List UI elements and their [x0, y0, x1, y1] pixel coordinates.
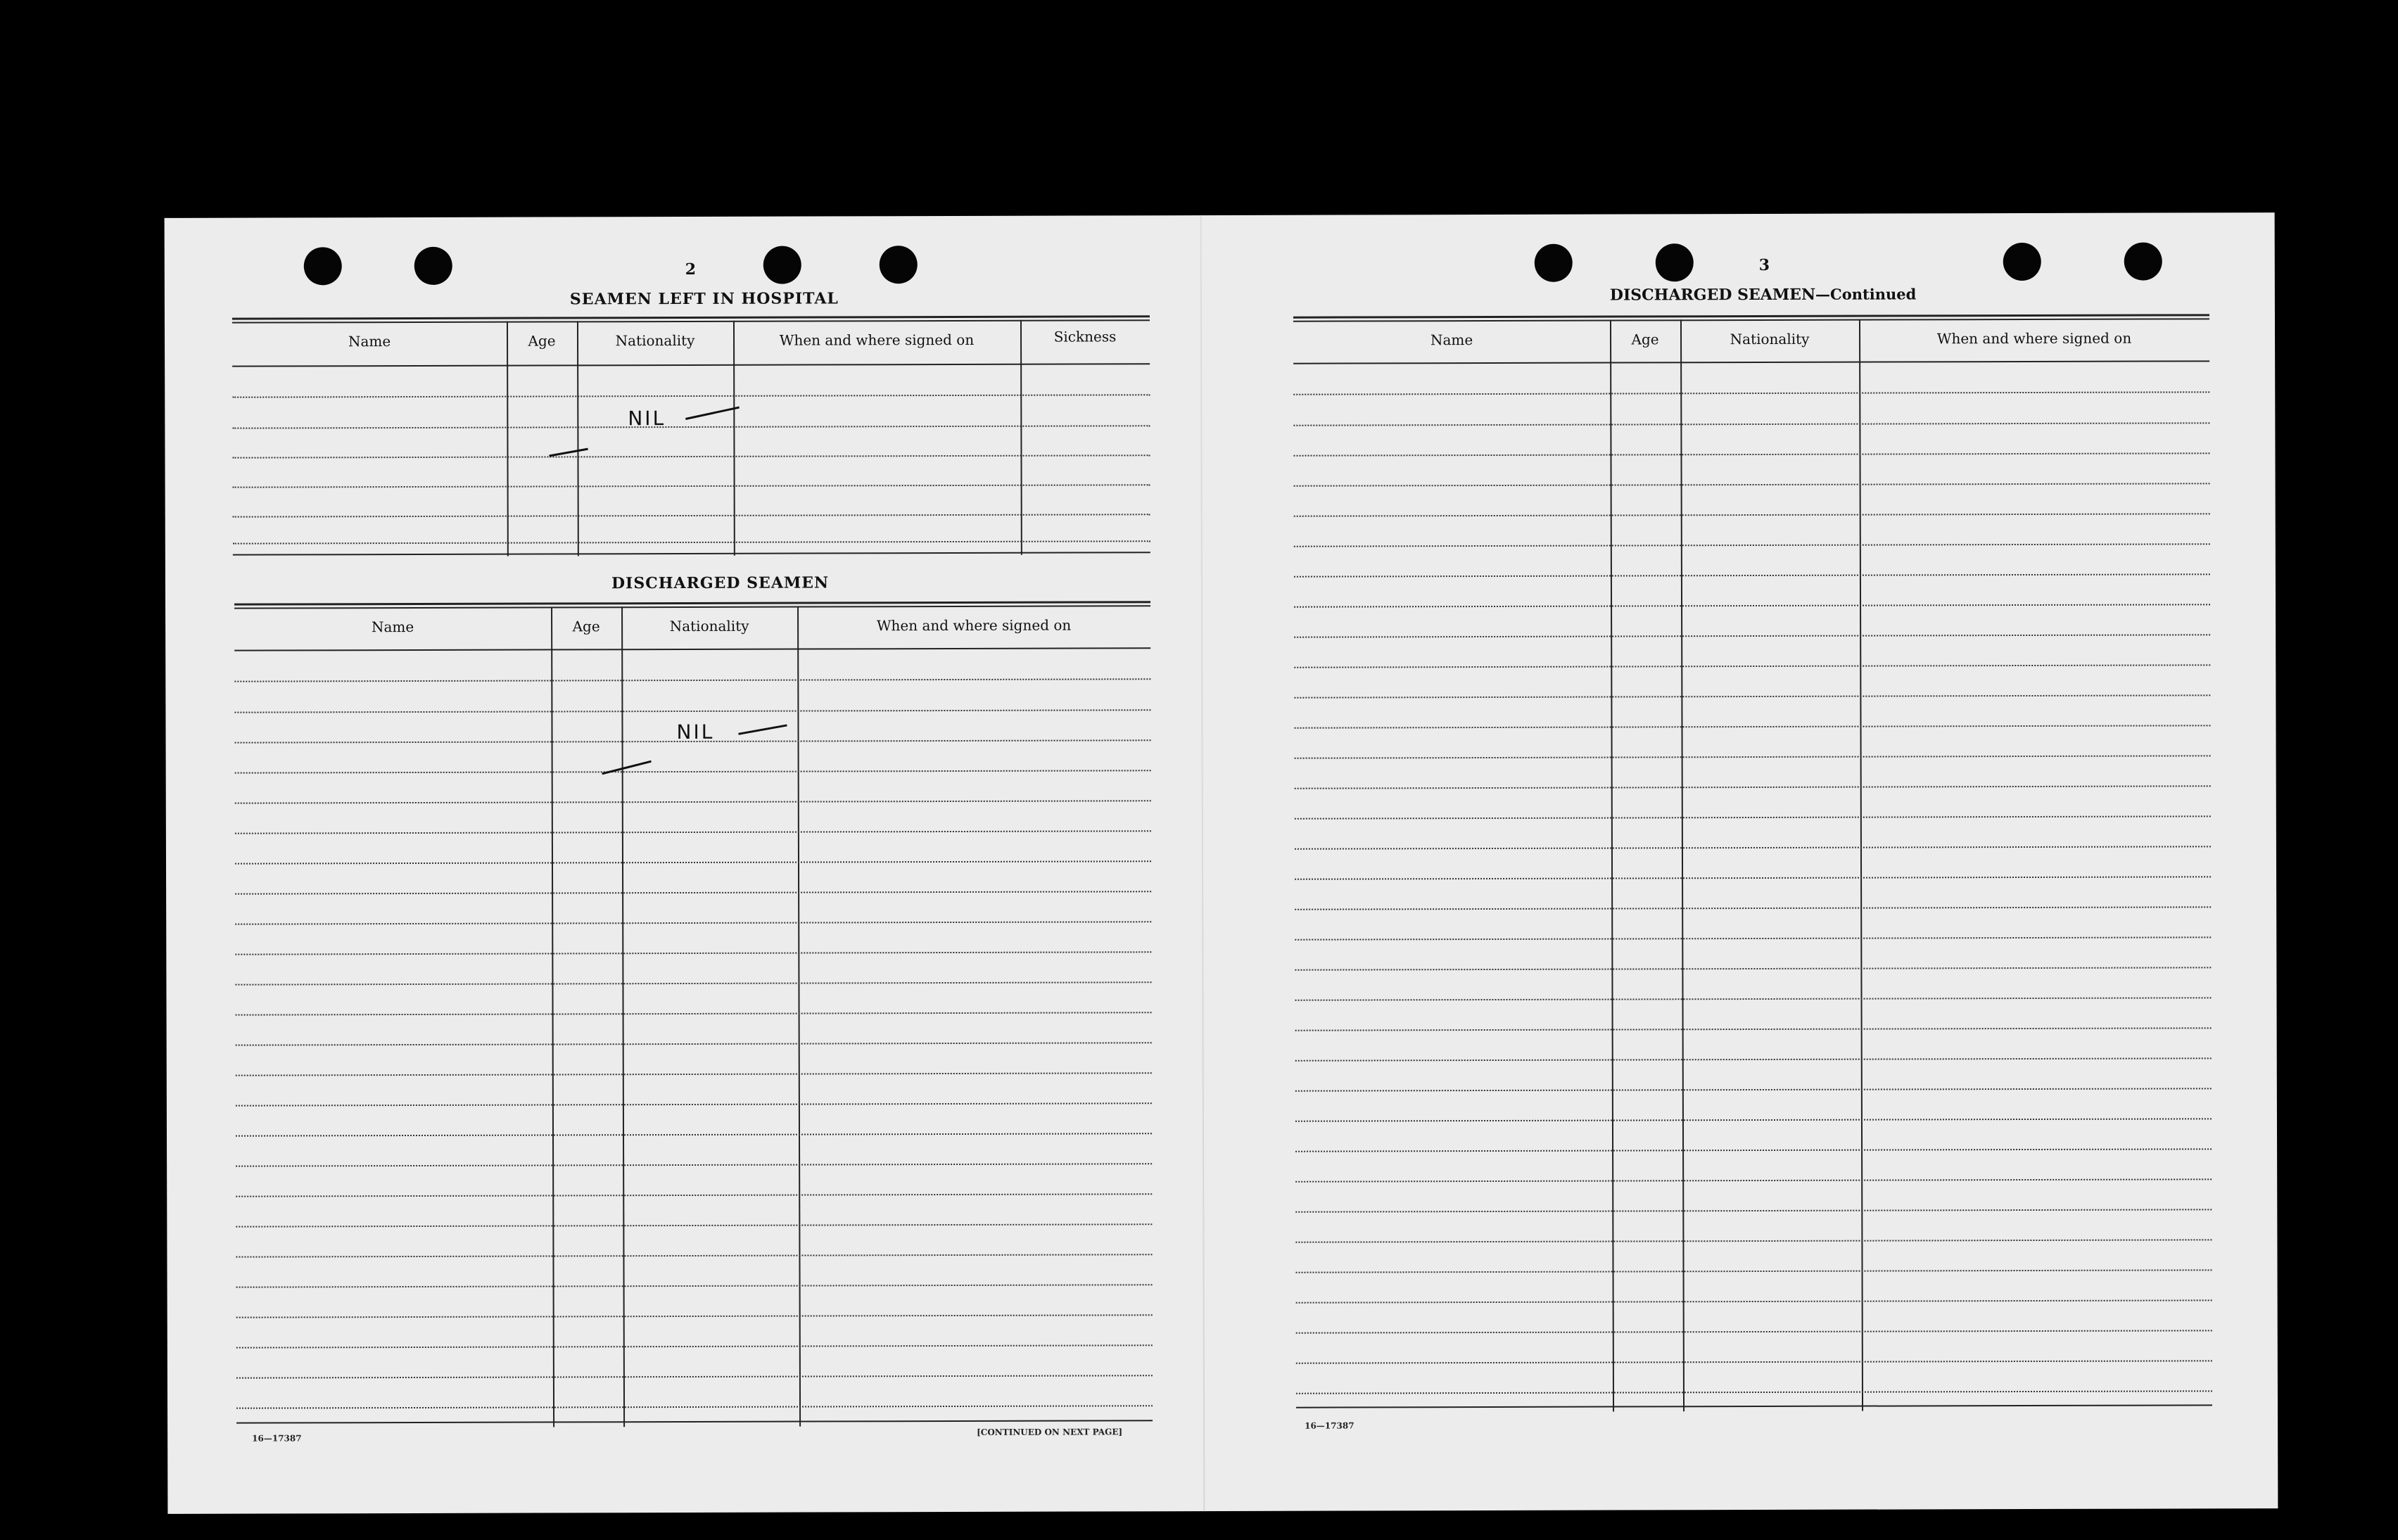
page-fold	[1200, 215, 1205, 1511]
binder-hole	[2003, 243, 2041, 281]
title-main: DISCHARGED SEAMEN	[1609, 285, 1816, 305]
handwritten-nil-hospital: NIL	[628, 407, 666, 431]
page-number-right: 3	[1758, 255, 1770, 274]
ledger-sheet	[165, 212, 2278, 1514]
discharged-continued-title	[1610, 285, 1916, 304]
column-header-sickness: Sickness	[1053, 328, 1117, 345]
column-header-nationality: Nationality	[1730, 330, 1810, 348]
handwritten-nil-discharged: NIL	[676, 720, 715, 744]
form-number-left: 16—17387	[252, 1433, 302, 1444]
page-number-left: 2	[685, 260, 697, 279]
column-header-signed-on: When and where signed on	[779, 331, 975, 349]
discharged-section-title: DISCHARGED SEAMEN	[611, 573, 830, 593]
binder-hole	[2124, 242, 2162, 280]
discharged-table-right	[1293, 314, 2212, 1412]
column-header-signed-on: When and where signed on	[1936, 329, 2132, 348]
column-header-nationality: Nationality	[669, 617, 749, 635]
column-header-name: Name	[371, 618, 414, 636]
column-header-age: Age	[1631, 331, 1659, 348]
column-header-age: Age	[572, 618, 600, 635]
title-suffix: —Continued	[1815, 285, 1917, 303]
column-header-signed-on: When and where signed on	[876, 616, 1072, 635]
hospital-table	[232, 315, 1150, 556]
column-header-nationality: Nationality	[615, 331, 695, 350]
form-number-right: 16—17387	[1305, 1420, 1355, 1431]
binder-hole	[414, 247, 452, 285]
column-header-age: Age	[528, 332, 556, 350]
continued-note: [CONTINUED ON NEXT PAGE]	[977, 1427, 1123, 1437]
binder-hole	[1535, 244, 1573, 282]
column-header-name: Name	[348, 333, 391, 350]
column-header-name: Name	[1430, 331, 1473, 349]
binder-hole	[880, 246, 918, 284]
binder-hole	[304, 247, 342, 285]
binder-hole	[1656, 243, 1694, 281]
hospital-section-title: SEAMEN LEFT IN HOSPITAL	[569, 289, 839, 309]
binder-hole	[763, 246, 801, 284]
